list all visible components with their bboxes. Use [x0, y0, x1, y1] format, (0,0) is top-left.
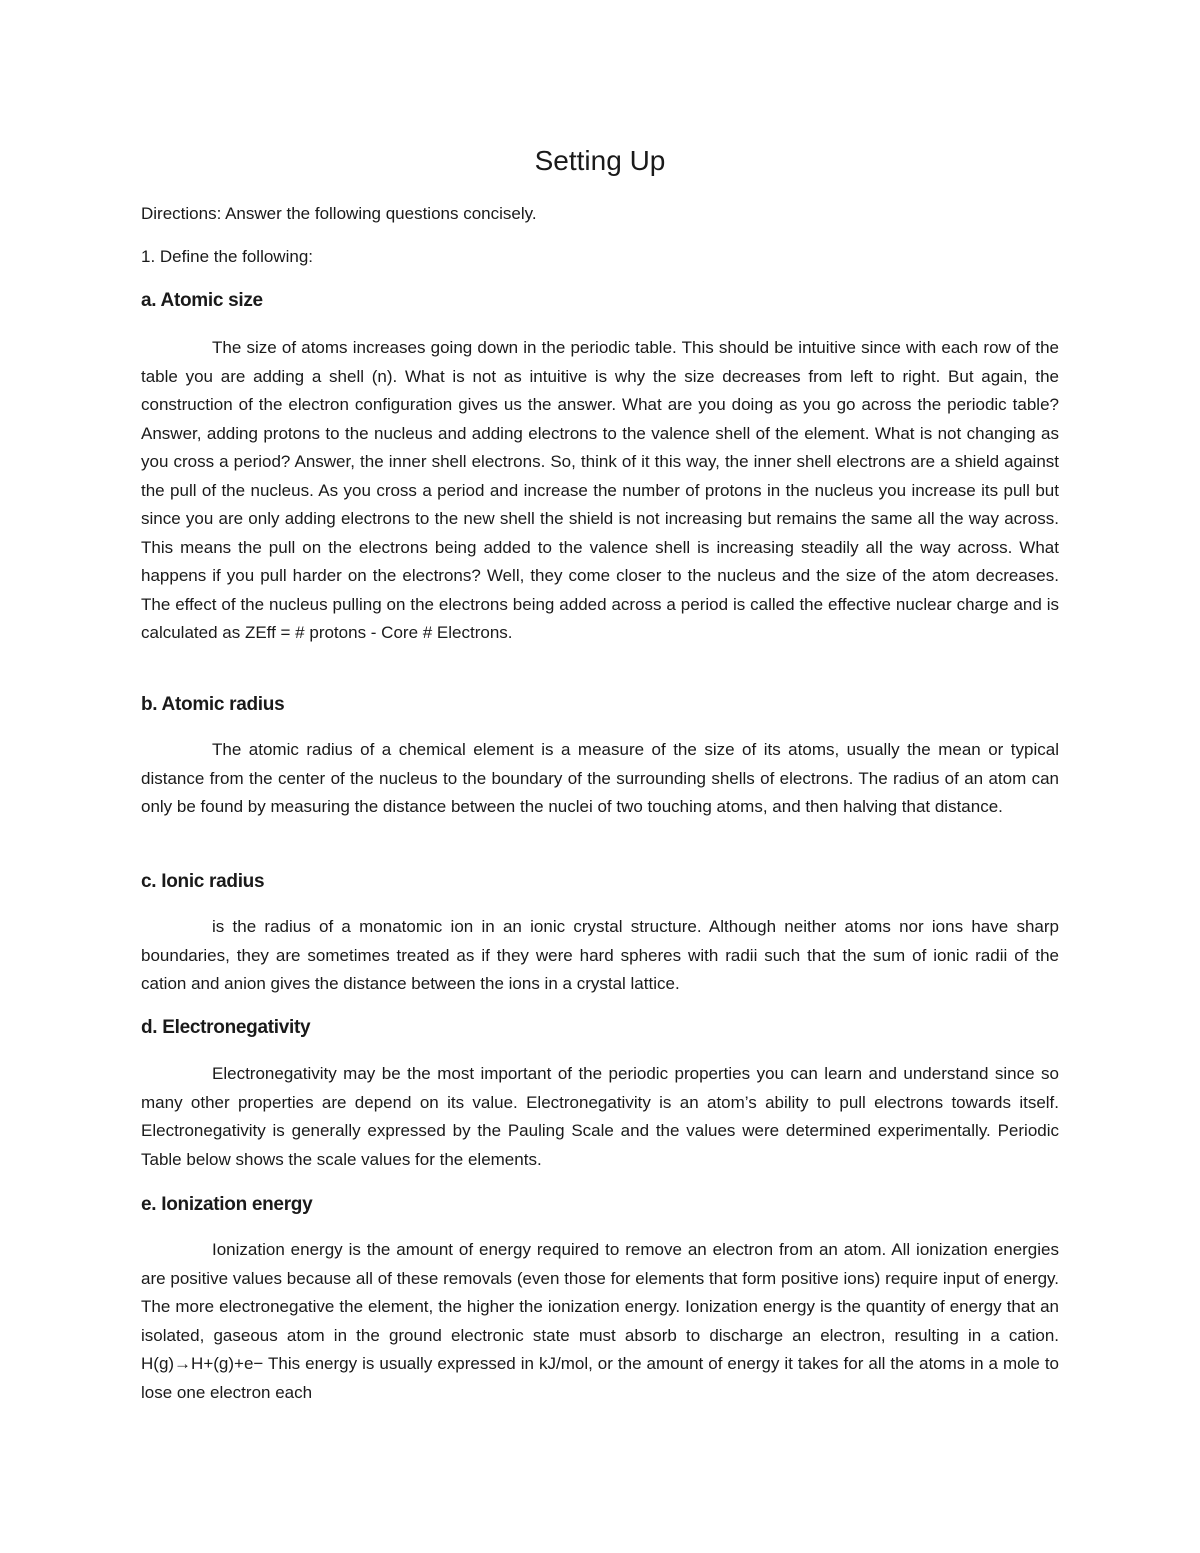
section-body-ionization-energy: Ionization energy is the amount of energy required to remove an electron from an atom. All ionization energies are positive values because all of these removals (even those for elements that form positive ions) require input of energy. The more electronegative the element, the higher the ionization energy. Ionization energy is the quantity of energy that an isolated, gaseous atom in the ground electronic state must absorb to discharge an electron, resulting in a cation. H(g)→H+(g)+e− This energy is usually expressed in kJ/mol, or the amount of energy it takes for all the atoms in a mole to lose one electron each: [141, 1240, 1059, 1402]
section-heading-ionization-energy: e. Ionization energy: [141, 1194, 313, 1215]
section-heading-atomic-radius: b. Atomic radius: [141, 694, 285, 715]
question-prompt: 1. Define the following:: [141, 247, 313, 266]
section-heading-atomic-size: a. Atomic size: [141, 290, 263, 311]
section-heading-electronegativity: d. Electronegativity: [141, 1017, 311, 1038]
section-body-atomic-size: The size of atoms increases going down in the periodic table. This should be intuitive since with each row of the table you are adding a shell (n). What is not as intuitive is why the size decreases from left to right. But again, the construction of the electron configuration gives us the answer. What are you doing as you go across the periodic table? Answer, adding protons to the nucleus and adding electrons to the valence shell of the element. What is not changing as you cross a period? Answer, the inner shell electrons. So, think of it this way, the inner shell electrons are a shield against the pull of the nucleus. As you cross a period and increase the number of protons in the nucleus you increase its pull but since you are only adding electrons to the new shell the shield is not increasing but remains the same all the way across. This means the pull on the electrons being added to the valence shell is increasing steadily all the way across. What happens if you pull harder on the electrons? Well, they come closer to the nucleus and the size of the atom decreases. The effect of the nucleus pulling on the electrons being added across a period is called the effective nuclear charge and is calculated as ZEff = # protons - Core # Electrons.: [141, 338, 1059, 642]
section-body-electronegativity: Electronegativity may be the most important of the periodic properties you can learn and understand since so many other properties are depend on its value. Electronegativity is an atom’s ability to pull electrons towards itself. Electronegativity is generally expressed by the Pauling Scale and the values were determined experimentally. Periodic Table below shows the scale values for the elements.: [141, 1064, 1059, 1169]
directions-text: Directions: Answer the following questions concisely.: [141, 204, 537, 223]
section-body-ionic-radius: is the radius of a monatomic ion in an ionic crystal structure. Although neither atoms nor ions have sharp boundaries, they are sometimes treated as if they were hard spheres with radii such that the sum of ionic radii of the cation and anion gives the distance between the ions in a crystal lattice.: [141, 917, 1059, 993]
section-heading-ionic-radius: c. Ionic radius: [141, 871, 265, 892]
page-title: Setting Up: [534, 145, 666, 176]
section-body-atomic-radius: The atomic radius of a chemical element is a measure of the size of its atoms, usually the mean or typical distance from the center of the nucleus to the boundary of the surrounding shells of electrons. The radius of an atom can only be found by measuring the distance between the nuclei of two touching atoms, and then halving that distance.: [141, 740, 1059, 816]
